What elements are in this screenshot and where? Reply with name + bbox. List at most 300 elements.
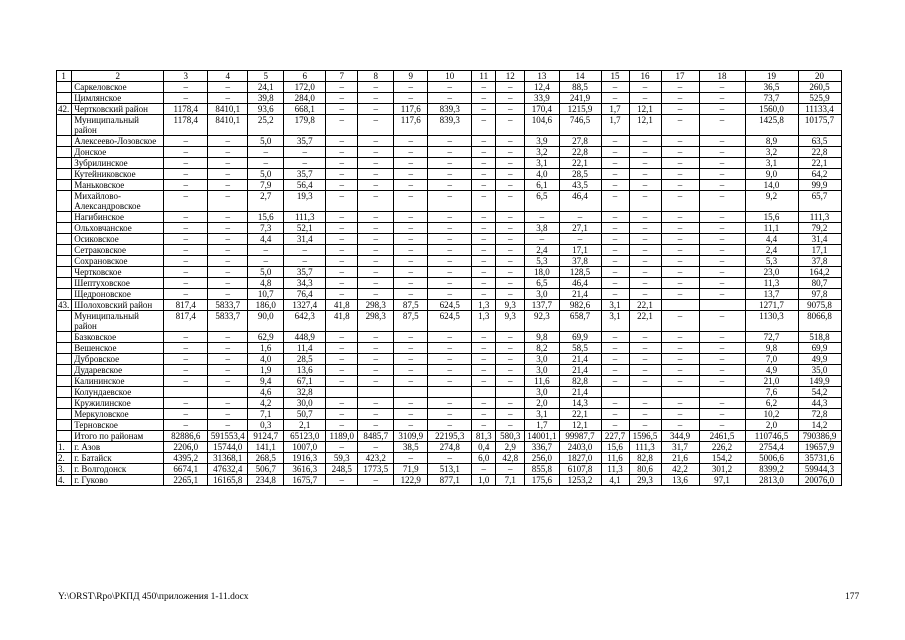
value-cell: – [661, 278, 699, 289]
value-cell: 22,1 [798, 158, 841, 169]
value-cell: – [208, 354, 248, 365]
value-cell: 15,6 [601, 442, 629, 453]
value-cell: 1253,2 [559, 475, 601, 486]
value-cell: 92,3 [525, 311, 559, 332]
value-cell: 49,9 [798, 354, 841, 365]
value-cell: – [358, 245, 394, 256]
value-cell: – [164, 398, 208, 409]
value-cell: 9,3 [496, 300, 525, 311]
value-cell: – [358, 104, 394, 115]
value-cell: 128,5 [559, 267, 601, 278]
column-number: 4 [208, 71, 248, 82]
value-cell [661, 387, 699, 398]
value-cell: – [394, 332, 428, 343]
value-cell: – [326, 169, 358, 180]
value-cell: – [284, 147, 326, 158]
value-cell: 14001,1 [525, 431, 559, 442]
value-cell: – [358, 409, 394, 420]
value-cell: 56,4 [284, 180, 326, 191]
value-cell: – [601, 136, 629, 147]
value-cell: – [629, 278, 661, 289]
value-cell: – [326, 475, 358, 486]
column-number: 19 [745, 71, 798, 82]
row-number [57, 93, 72, 104]
value-cell: 65,7 [798, 191, 841, 212]
value-cell: – [326, 223, 358, 234]
value-cell: 2403,0 [559, 442, 601, 453]
table-row [57, 93, 842, 104]
value-cell: – [358, 442, 394, 453]
value-cell: – [326, 365, 358, 376]
value-cell: – [699, 245, 745, 256]
value-cell: 170,4 [525, 104, 559, 115]
value-cell: 87,5 [394, 311, 428, 332]
value-cell: – [394, 289, 428, 300]
value-cell: – [601, 191, 629, 212]
table-row [57, 409, 842, 420]
column-number: 14 [559, 71, 601, 82]
value-cell: – [164, 136, 208, 147]
value-cell: 17,1 [798, 245, 841, 256]
value-cell: 7,1 [248, 409, 284, 420]
value-cell: 4,6 [248, 387, 284, 398]
value-cell: 3,1 [525, 158, 559, 169]
table-row [57, 332, 842, 343]
value-cell: 7,9 [248, 180, 284, 191]
value-cell: 22,1 [629, 311, 661, 332]
value-cell: 90,0 [248, 311, 284, 332]
row-number [57, 180, 72, 191]
value-cell: – [164, 245, 208, 256]
table-row [57, 376, 842, 387]
value-cell: – [699, 115, 745, 136]
value-cell: – [164, 332, 208, 343]
value-cell: – [358, 115, 394, 136]
value-cell [496, 387, 525, 398]
value-cell: 301,2 [699, 464, 745, 475]
value-cell: 154,2 [699, 453, 745, 464]
value-cell: 2,9 [496, 442, 525, 453]
value-cell: – [496, 256, 525, 267]
row-number [57, 398, 72, 409]
value-cell: – [394, 180, 428, 191]
value-cell: – [601, 365, 629, 376]
value-cell: – [164, 267, 208, 278]
value-cell: 111,3 [629, 442, 661, 453]
value-cell: 88,5 [559, 82, 601, 93]
row-number [57, 223, 72, 234]
value-cell: – [699, 398, 745, 409]
value-cell: 3616,3 [284, 464, 326, 475]
value-cell: 46,4 [559, 191, 601, 212]
value-cell: 855,8 [525, 464, 559, 475]
value-cell: – [472, 136, 496, 147]
value-cell: 336,7 [525, 442, 559, 453]
value-cell: 5,0 [248, 169, 284, 180]
value-cell: 1916,3 [284, 453, 326, 464]
table-row [57, 278, 842, 289]
table-row [57, 136, 842, 147]
value-cell: 39,8 [248, 93, 284, 104]
value-cell: 35,0 [798, 365, 841, 376]
value-cell: – [208, 234, 248, 245]
value-cell: – [601, 212, 629, 223]
value-cell: – [428, 409, 472, 420]
value-cell: 11,1 [745, 223, 798, 234]
value-cell: – [661, 147, 699, 158]
value-cell: 24,1 [248, 82, 284, 93]
value-cell: 4395,2 [164, 453, 208, 464]
value-cell: – [394, 278, 428, 289]
value-cell: 71,9 [394, 464, 428, 475]
value-cell: – [699, 256, 745, 267]
value-cell [699, 300, 745, 311]
value-cell: 22,1 [559, 409, 601, 420]
value-cell: – [394, 354, 428, 365]
value-cell: – [661, 136, 699, 147]
value-cell: 6107,8 [559, 464, 601, 475]
value-cell: – [394, 158, 428, 169]
value-cell: – [428, 136, 472, 147]
value-cell: 65123,0 [284, 431, 326, 442]
value-cell: 42,8 [496, 453, 525, 464]
value-cell: 21,4 [559, 387, 601, 398]
value-cell: – [394, 136, 428, 147]
row-label: Чертковский район [72, 104, 164, 115]
value-cell: – [394, 343, 428, 354]
value-cell: 790386,9 [798, 431, 841, 442]
row-label: Вешенское [72, 343, 164, 354]
value-cell: 6,2 [745, 398, 798, 409]
value-cell: – [661, 267, 699, 278]
value-cell: – [284, 158, 326, 169]
value-cell: 10,2 [745, 409, 798, 420]
table-row [57, 169, 842, 180]
row-label: г. Гуково [72, 475, 164, 486]
value-cell: – [208, 82, 248, 93]
row-label: Саркеловское [72, 82, 164, 93]
value-cell: 1827,0 [559, 453, 601, 464]
value-cell: 9124,7 [248, 431, 284, 442]
value-cell: 580,3 [496, 431, 525, 442]
value-cell: 2,4 [745, 245, 798, 256]
table-row [57, 223, 842, 234]
row-number: 43. [57, 300, 72, 311]
value-cell: – [629, 245, 661, 256]
row-number [57, 365, 72, 376]
value-cell: – [601, 93, 629, 104]
value-cell: 1,3 [472, 300, 496, 311]
value-cell [164, 387, 208, 398]
value-cell: – [699, 82, 745, 93]
row-number [57, 409, 72, 420]
value-cell: – [601, 234, 629, 245]
value-cell: 179,8 [284, 115, 326, 136]
value-cell: 59,3 [326, 453, 358, 464]
value-cell: 248,5 [326, 464, 358, 475]
row-label: Дубровское [72, 354, 164, 365]
value-cell: 423,2 [358, 453, 394, 464]
value-cell: – [661, 104, 699, 115]
value-cell: – [248, 256, 284, 267]
value-cell: – [661, 311, 699, 332]
row-label: Меркуловское [72, 409, 164, 420]
value-cell: – [496, 332, 525, 343]
value-cell: – [496, 147, 525, 158]
table-row [57, 300, 842, 311]
value-cell: 97,1 [699, 475, 745, 486]
value-cell: – [601, 332, 629, 343]
value-cell: – [326, 420, 358, 431]
value-cell: 982,6 [559, 300, 601, 311]
value-cell: 52,1 [284, 223, 326, 234]
table-row [57, 431, 842, 442]
value-cell: 3,2 [745, 147, 798, 158]
value-cell: – [699, 278, 745, 289]
value-cell: – [428, 223, 472, 234]
value-cell: – [629, 212, 661, 223]
column-number: 13 [525, 71, 559, 82]
value-cell: 82886,6 [164, 431, 208, 442]
value-cell: 226,2 [699, 442, 745, 453]
table-row [57, 289, 842, 300]
value-cell: 79,2 [798, 223, 841, 234]
value-cell: – [496, 169, 525, 180]
value-cell: 23,0 [745, 267, 798, 278]
value-cell: – [326, 398, 358, 409]
value-cell: 164,2 [798, 267, 841, 278]
value-cell: 3,1 [601, 300, 629, 311]
value-cell: – [699, 311, 745, 332]
value-cell: 877,1 [428, 475, 472, 486]
value-cell: – [326, 256, 358, 267]
value-cell: – [661, 354, 699, 365]
row-number [57, 212, 72, 223]
value-cell: 4,4 [248, 234, 284, 245]
value-cell: – [629, 332, 661, 343]
value-cell: – [661, 398, 699, 409]
value-cell: – [699, 169, 745, 180]
value-cell: – [496, 267, 525, 278]
value-cell: – [525, 212, 559, 223]
value-cell: 1007,0 [284, 442, 326, 453]
row-label: Муниципальный район [72, 115, 164, 136]
value-cell: – [472, 115, 496, 136]
value-cell: – [601, 376, 629, 387]
value-cell: 3,0 [525, 387, 559, 398]
value-cell: – [661, 158, 699, 169]
value-cell: 82,8 [559, 376, 601, 387]
value-cell: 69,9 [559, 332, 601, 343]
table-row [57, 104, 842, 115]
value-cell: 11,6 [601, 453, 629, 464]
value-cell [601, 387, 629, 398]
value-cell: 4,2 [248, 398, 284, 409]
value-cell: 15,6 [248, 212, 284, 223]
value-cell: 839,3 [428, 115, 472, 136]
value-cell: – [629, 147, 661, 158]
value-cell: – [629, 180, 661, 191]
value-cell: 260,5 [798, 82, 841, 93]
row-label: Чертковское [72, 267, 164, 278]
row-label: Донское [72, 147, 164, 158]
value-cell: – [428, 343, 472, 354]
row-label: Ольховчанское [72, 223, 164, 234]
value-cell: – [394, 245, 428, 256]
value-cell: – [699, 289, 745, 300]
value-cell: – [394, 376, 428, 387]
value-cell: 41,8 [326, 300, 358, 311]
value-cell: – [208, 376, 248, 387]
value-cell: 1,0 [472, 475, 496, 486]
row-label: Муниципальный район [72, 311, 164, 332]
value-cell: – [428, 191, 472, 212]
value-cell: 37,8 [798, 256, 841, 267]
value-cell: – [472, 289, 496, 300]
value-cell: – [164, 289, 208, 300]
value-cell: 1,7 [525, 420, 559, 431]
row-label: Щедроновское [72, 289, 164, 300]
column-number: 20 [798, 71, 841, 82]
row-label: Калининское [72, 376, 164, 387]
value-cell: – [164, 256, 208, 267]
value-cell: – [326, 136, 358, 147]
value-cell: 42,2 [661, 464, 699, 475]
value-cell: 73,7 [745, 93, 798, 104]
value-cell: 38,5 [394, 442, 428, 453]
value-cell: 149,9 [798, 376, 841, 387]
value-cell: 6674,1 [164, 464, 208, 475]
value-cell [208, 387, 248, 398]
value-cell: 111,3 [798, 212, 841, 223]
value-cell: – [428, 267, 472, 278]
value-cell: 5,3 [525, 256, 559, 267]
value-cell: – [661, 180, 699, 191]
value-cell: – [629, 420, 661, 431]
table-row [57, 354, 842, 365]
row-label: Михайлово-Александровское [72, 191, 164, 212]
row-label: Дударевское [72, 365, 164, 376]
value-cell: – [208, 256, 248, 267]
value-cell: – [326, 278, 358, 289]
value-cell: 1178,4 [164, 104, 208, 115]
value-cell: – [496, 212, 525, 223]
value-cell: 110746,5 [745, 431, 798, 442]
table-row [57, 420, 842, 431]
value-cell: – [164, 409, 208, 420]
value-cell: 44,3 [798, 398, 841, 409]
row-number [57, 158, 72, 169]
value-cell: – [472, 82, 496, 93]
value-cell: – [428, 354, 472, 365]
table-row [57, 398, 842, 409]
row-label: Зубрилинское [72, 158, 164, 169]
value-cell: 658,7 [559, 311, 601, 332]
value-cell: 12,1 [629, 115, 661, 136]
value-cell: 642,3 [284, 311, 326, 332]
value-cell: – [699, 332, 745, 343]
value-cell: – [472, 147, 496, 158]
value-cell: 15,6 [745, 212, 798, 223]
value-cell: 7,6 [745, 387, 798, 398]
value-cell: 8410,1 [208, 104, 248, 115]
value-cell: 99,9 [798, 180, 841, 191]
row-label: Сохрановское [72, 256, 164, 267]
value-cell: 2,0 [525, 398, 559, 409]
column-number: 12 [496, 71, 525, 82]
value-cell: 6,5 [525, 278, 559, 289]
value-cell: – [601, 147, 629, 158]
column-number: 10 [428, 71, 472, 82]
value-cell: 3,2 [525, 147, 559, 158]
row-number [57, 354, 72, 365]
value-cell: – [629, 234, 661, 245]
value-cell: – [326, 234, 358, 245]
value-cell: – [164, 212, 208, 223]
value-cell: 4,1 [601, 475, 629, 486]
value-cell: – [601, 278, 629, 289]
value-cell: – [358, 223, 394, 234]
value-cell: 35731,6 [798, 453, 841, 464]
table-row [57, 475, 842, 486]
value-cell: – [394, 420, 428, 431]
value-cell: 117,6 [394, 115, 428, 136]
value-cell: 0,3 [248, 420, 284, 431]
value-cell: 298,3 [358, 300, 394, 311]
column-number: 9 [394, 71, 428, 82]
row-number [57, 136, 72, 147]
value-cell: 31,4 [284, 234, 326, 245]
value-cell: 3,1 [525, 409, 559, 420]
value-cell: – [559, 234, 601, 245]
value-cell: – [661, 409, 699, 420]
value-cell: 93,6 [248, 104, 284, 115]
value-cell: 31368,1 [208, 453, 248, 464]
value-cell: 9,8 [525, 332, 559, 343]
value-cell: 172,0 [284, 82, 326, 93]
value-cell: 1178,4 [164, 115, 208, 136]
value-cell: 624,5 [428, 311, 472, 332]
value-cell: – [208, 180, 248, 191]
value-cell: – [496, 191, 525, 212]
value-cell: 5833,7 [208, 300, 248, 311]
value-cell: 64,2 [798, 169, 841, 180]
value-cell: – [326, 212, 358, 223]
value-cell: – [699, 212, 745, 223]
value-cell: 817,4 [164, 311, 208, 332]
value-cell: – [208, 365, 248, 376]
row-number: 2. [57, 453, 72, 464]
value-cell: 1,9 [248, 365, 284, 376]
value-cell: 31,4 [798, 234, 841, 245]
value-cell: 1560,0 [745, 104, 798, 115]
value-cell: – [326, 442, 358, 453]
value-cell: – [472, 212, 496, 223]
row-number [57, 115, 72, 136]
value-cell: 11,3 [601, 464, 629, 475]
value-cell: – [326, 158, 358, 169]
value-cell: 22,1 [559, 158, 601, 169]
value-cell: 2,0 [745, 420, 798, 431]
page-number: 177 [845, 592, 860, 602]
value-cell: – [699, 158, 745, 169]
value-cell: 2813,0 [745, 475, 798, 486]
value-cell: – [428, 256, 472, 267]
table-row [57, 147, 842, 158]
value-cell: – [661, 420, 699, 431]
value-cell: 4,9 [745, 365, 798, 376]
value-cell: – [394, 223, 428, 234]
